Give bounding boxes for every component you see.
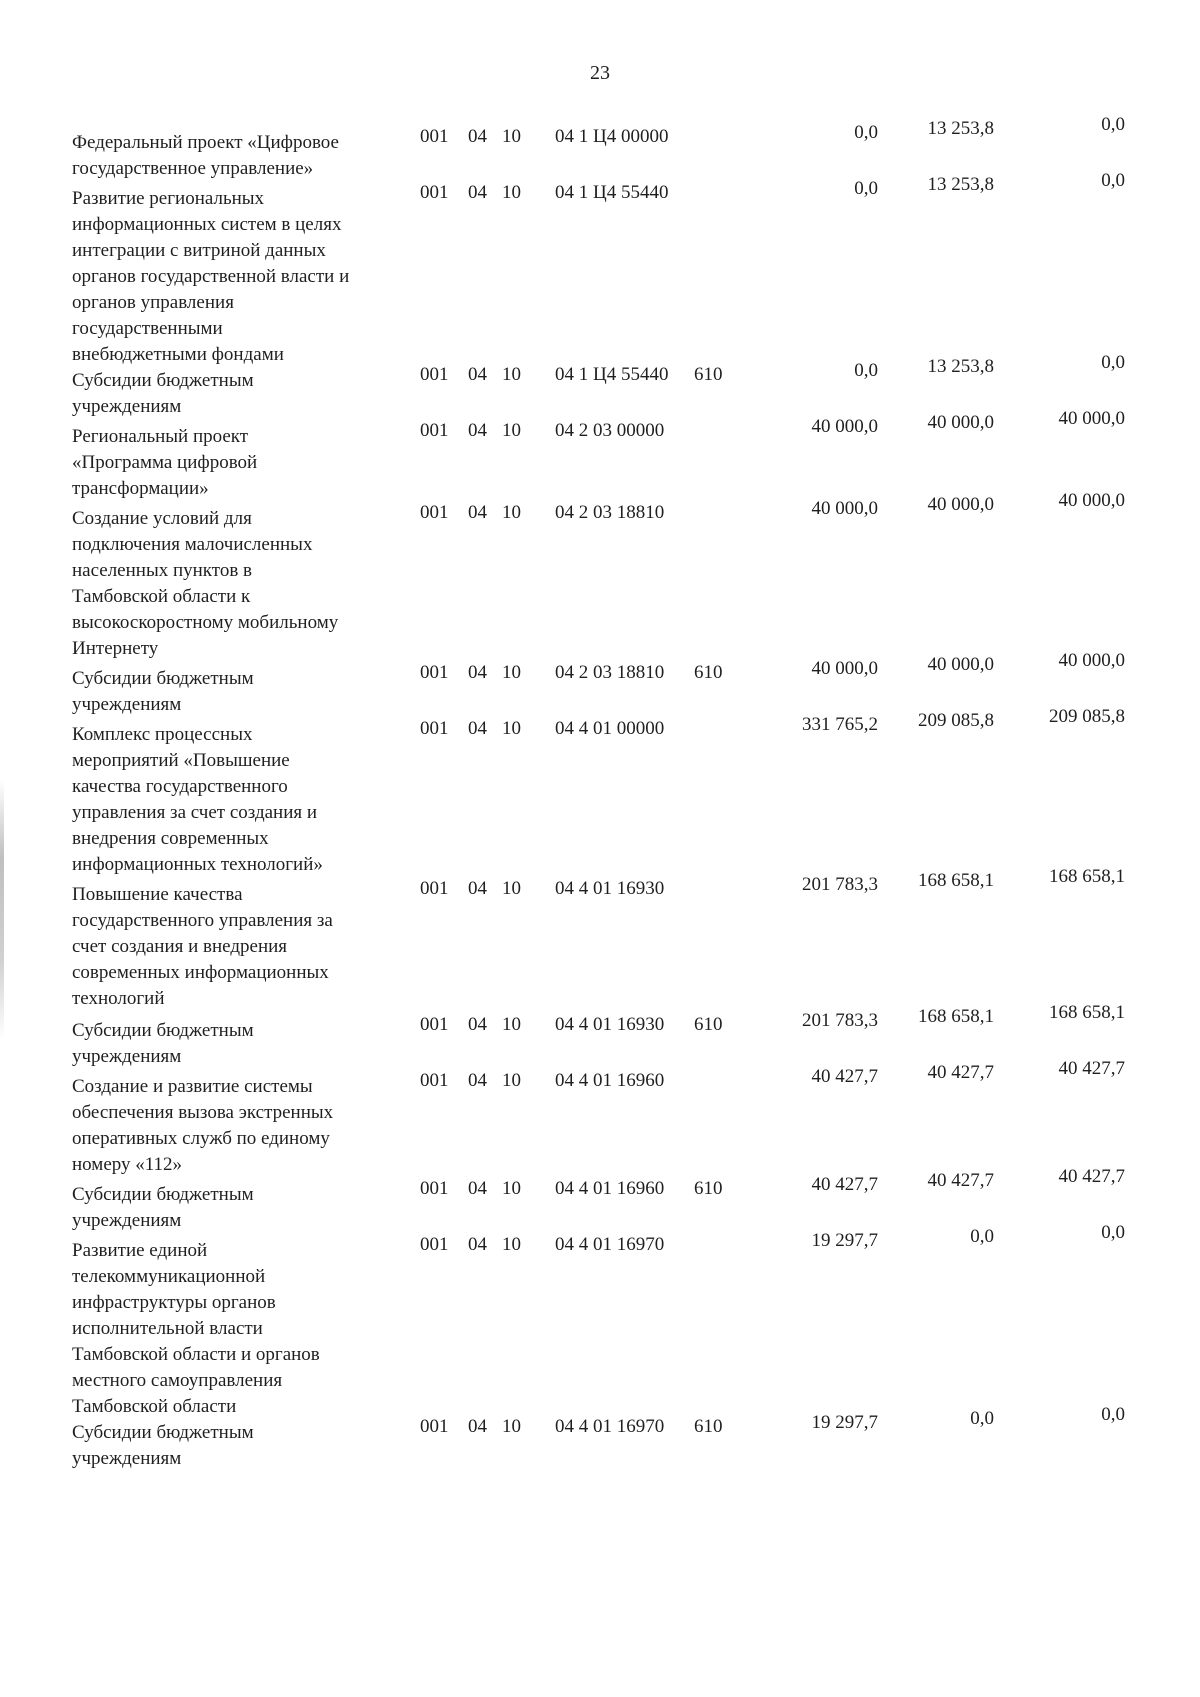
row-name: Развитие единой телекоммуникационной инфраструктуры органов исполнительной власти Тамбовской области и органов местного самоуправления Тамбовской области: [72, 1240, 320, 1417]
value-1: 40 000,0: [811, 658, 878, 679]
code-pr: 10: [502, 1234, 521, 1255]
value-1: 201 783,3: [802, 1010, 878, 1031]
table-row: [0, 112, 1200, 179]
code-pr: 10: [502, 1178, 521, 1199]
code-gl: 001: [420, 182, 449, 203]
value-1: 201 783,3: [802, 874, 878, 895]
code-cs: 04 1 Ц4 00000: [555, 126, 669, 147]
code-gl: 001: [420, 364, 449, 385]
row-name: Субсидии бюджетным учреждениям: [72, 1184, 254, 1231]
value-3: 40 000,0: [1058, 490, 1125, 511]
value-1: 40 427,7: [811, 1174, 878, 1195]
value-2: 168 658,1: [918, 1006, 994, 1027]
code-gl: 001: [420, 878, 449, 899]
code-rz: 04: [468, 1014, 487, 1035]
value-2: 40 427,7: [927, 1062, 994, 1083]
value-3: 0,0: [1101, 1404, 1125, 1425]
code-vr: 610: [694, 662, 723, 683]
value-1: 40 000,0: [811, 416, 878, 437]
value-3: 40 000,0: [1058, 408, 1125, 429]
code-rz: 04: [468, 662, 487, 683]
row-name: Субсидии бюджетным учреждениям: [72, 370, 254, 417]
row-name: Федеральный проект «Цифровое государственное управление»: [72, 132, 339, 179]
row-name: Субсидии бюджетным учреждениям: [72, 1422, 254, 1469]
table-row: [0, 406, 1200, 499]
value-1: 0,0: [854, 178, 878, 199]
value-3: 40 427,7: [1058, 1166, 1125, 1187]
table-row: [0, 488, 1200, 659]
table-row: [0, 1056, 1200, 1175]
code-cs: 04 2 03 00000: [555, 420, 665, 441]
code-rz: 04: [468, 1234, 487, 1255]
table-row: [0, 864, 1200, 1009]
value-2: 40 000,0: [927, 412, 994, 433]
code-cs: 04 4 01 16960: [555, 1178, 665, 1199]
code-rz: 04: [468, 1178, 487, 1199]
value-1: 40 427,7: [811, 1066, 878, 1087]
code-cs: 04 4 01 16970: [555, 1234, 665, 1255]
value-3: 168 658,1: [1049, 866, 1125, 887]
code-rz: 04: [468, 878, 487, 899]
code-gl: 001: [420, 1178, 449, 1199]
code-pr: 10: [502, 182, 521, 203]
value-1: 0,0: [854, 360, 878, 381]
value-3: 168 658,1: [1049, 1002, 1125, 1023]
code-gl: 001: [420, 1014, 449, 1035]
table-row: [0, 704, 1200, 875]
table-row: [0, 1164, 1200, 1231]
value-1: 0,0: [854, 122, 878, 143]
value-2: 168 658,1: [918, 870, 994, 891]
table-row: [0, 1000, 1200, 1067]
value-2: 40 000,0: [927, 494, 994, 515]
value-3: 0,0: [1101, 1222, 1125, 1243]
value-3: 0,0: [1101, 114, 1125, 135]
row-name: Развитие региональных информационных систем в целях интеграции с витриной данных органов государственной власти и органов управления государственными внебюджетными фондами: [72, 188, 350, 365]
code-cs: 04 1 Ц4 55440: [555, 364, 669, 385]
code-rz: 04: [468, 502, 487, 523]
table-row: [0, 350, 1200, 417]
page-number: 23: [590, 62, 610, 84]
code-gl: 001: [420, 1416, 449, 1437]
value-1: 40 000,0: [811, 498, 878, 519]
value-2: 13 253,8: [927, 356, 994, 377]
code-vr: 610: [694, 1014, 723, 1035]
row-name: Создание и развитие системы обеспечения вызова экстренных оперативных служб по единому номеру «112»: [72, 1076, 334, 1175]
code-rz: 04: [468, 364, 487, 385]
code-rz: 04: [468, 182, 487, 203]
value-2: 0,0: [970, 1226, 994, 1247]
code-cs: 04 4 01 16960: [555, 1070, 665, 1091]
value-2: 40 000,0: [927, 654, 994, 675]
code-cs: 04 4 01 16970: [555, 1416, 665, 1437]
value-2: 13 253,8: [927, 174, 994, 195]
value-2: 13 253,8: [927, 118, 994, 139]
value-3: 0,0: [1101, 170, 1125, 191]
code-gl: 001: [420, 502, 449, 523]
code-rz: 04: [468, 1070, 487, 1091]
code-pr: 10: [502, 662, 521, 683]
value-3: 40 000,0: [1058, 650, 1125, 671]
code-gl: 001: [420, 420, 449, 441]
code-vr: 610: [694, 1178, 723, 1199]
value-2: 40 427,7: [927, 1170, 994, 1191]
value-3: 0,0: [1101, 352, 1125, 373]
value-2: 209 085,8: [918, 710, 994, 731]
code-pr: 10: [502, 718, 521, 739]
table-row: [0, 1220, 1200, 1417]
row-name: Повышение качества государственного управления за счет создания и внедрения современных информационных технологий: [72, 884, 333, 1009]
table-row: [0, 1402, 1200, 1469]
code-vr: 610: [694, 1416, 723, 1437]
code-gl: 001: [420, 1234, 449, 1255]
code-cs: 04 2 03 18810: [555, 662, 665, 683]
code-pr: 10: [502, 126, 521, 147]
code-rz: 04: [468, 126, 487, 147]
code-pr: 10: [502, 502, 521, 523]
row-name: Комплекс процессных мероприятий «Повышение качества государственного управления за счет создания и внедрения современных информационных технологий»: [72, 724, 323, 875]
code-gl: 001: [420, 662, 449, 683]
code-pr: 10: [502, 878, 521, 899]
code-cs: 04 2 03 18810: [555, 502, 665, 523]
row-name: Создание условий для подключения малочисленных населенных пунктов в Тамбовской области к высокоскоростному мобильному Интернету: [72, 508, 339, 659]
code-pr: 10: [502, 1416, 521, 1437]
value-1: 19 297,7: [811, 1230, 878, 1251]
value-2: 0,0: [970, 1408, 994, 1429]
table-row: [0, 168, 1200, 365]
code-pr: 10: [502, 364, 521, 385]
code-rz: 04: [468, 420, 487, 441]
code-cs: 04 4 01 00000: [555, 718, 665, 739]
code-rz: 04: [468, 1416, 487, 1437]
table-row: [0, 648, 1200, 715]
code-pr: 10: [502, 1014, 521, 1035]
code-pr: 10: [502, 420, 521, 441]
code-cs: 04 1 Ц4 55440: [555, 182, 669, 203]
value-3: 40 427,7: [1058, 1058, 1125, 1079]
code-gl: 001: [420, 1070, 449, 1091]
value-1: 19 297,7: [811, 1412, 878, 1433]
code-pr: 10: [502, 1070, 521, 1091]
row-name: Региональный проект «Программа цифровой трансформации»: [72, 426, 258, 499]
budget-table: [0, 112, 1200, 1469]
row-name: Субсидии бюджетным учреждениям: [72, 668, 254, 715]
row-name: Субсидии бюджетным учреждениям: [72, 1020, 254, 1067]
code-cs: 04 4 01 16930: [555, 878, 665, 899]
code-gl: 001: [420, 718, 449, 739]
code-rz: 04: [468, 718, 487, 739]
value-3: 209 085,8: [1049, 706, 1125, 727]
code-vr: 610: [694, 364, 723, 385]
code-cs: 04 4 01 16930: [555, 1014, 665, 1035]
code-gl: 001: [420, 126, 449, 147]
value-1: 331 765,2: [802, 714, 878, 735]
